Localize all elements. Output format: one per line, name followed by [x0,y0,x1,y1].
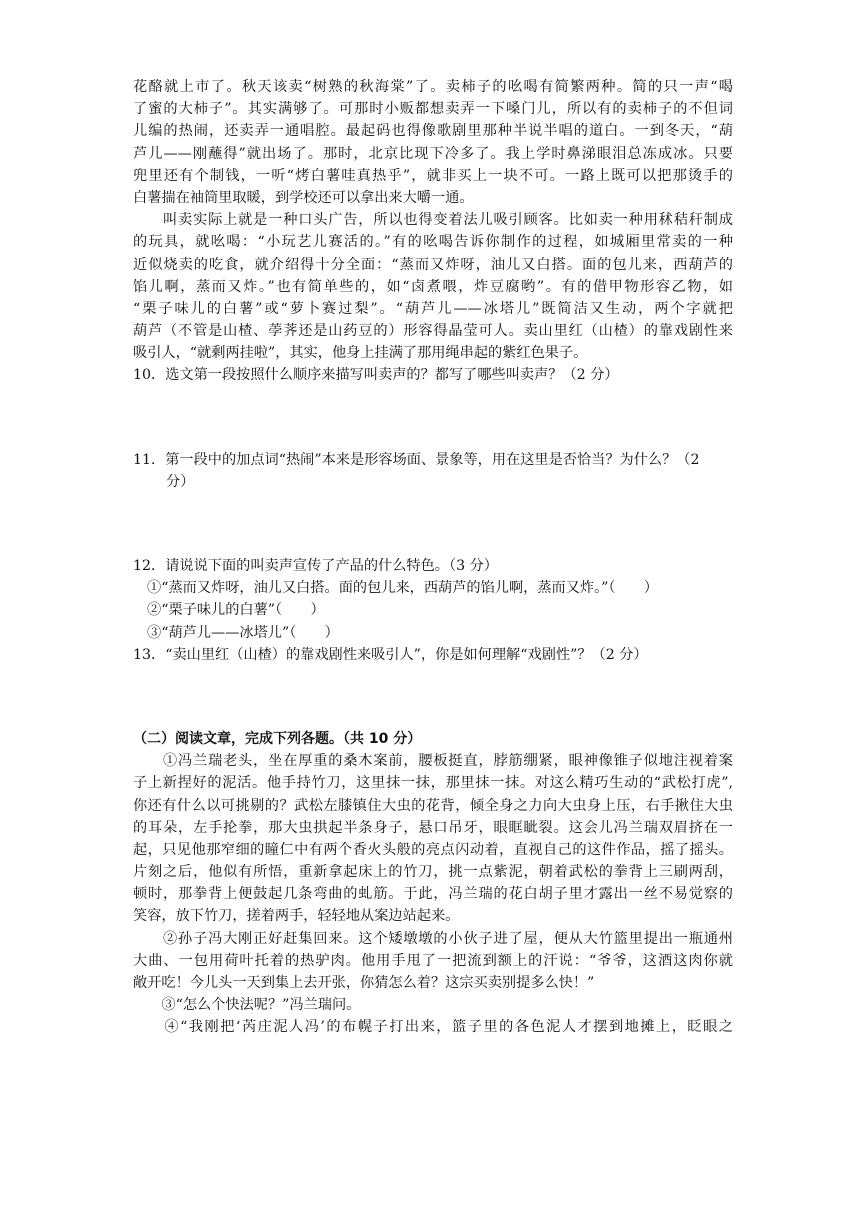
passage-line: ①冯兰瑞老头，坐在厚重的桑木案前，腰板挺直，脖筋绷紧，眼神像锥子似地注视着案 [133,753,733,770]
question-13: 13．“卖山里红（山楂）的靠戏剧性来吸引人”，你是如何理解“戏剧性”？（2 分） [133,646,648,663]
passage-line: 花酪就上市了。秋天该卖“树熟的秋海棠”了。卖柿子的吆喝有简繁两种。简的只一声“喝 [133,79,733,95]
passage-line: 葫芦（不管是山楂、荸荠还是山药豆的）形容得晶莹可人。卖山里红（山楂）的靠戏剧性来 [133,323,733,340]
passage-one [133,76,733,364]
passage-line: 吸引人，“就剩两挂啦”，其实，他身上挂满了那用绳串起的紫红色果子。 [133,345,588,362]
answer-space [133,493,733,555]
passage-line: 兜里还有个制钱，一听“烤白薯哇真热乎”，就非买上一块不可。一路上既可以把那烫手的 [133,167,733,184]
question-12-item: ②“栗子味儿的白薯”（ ） [147,602,325,619]
passage-line: ③“怎么个快法呢？”冯兰瑞问。 [133,997,361,1014]
passage-line: “栗子味儿的白薯”或“萝卜赛过梨”。“葫芦儿——冰塔儿”既简洁又生动，两个字就把 [133,300,733,317]
passage-line: 笑容，放下竹刀，搓着两手，轻轻地从案边站起来。 [133,908,460,925]
answer-space [133,666,733,728]
passage-line: ②孙子冯大刚正好赶集回来。这个矮墩墩的小伙子进了屋，便从大竹篮里提出一瓶通州 [133,930,733,947]
passage-line: 敞开吃！今儿头一天到集上去开张，你猜怎么着？这宗买卖别提多么快！” [133,975,595,991]
question-10: 10．选文第一段按照什么顺序来描写叫卖声的？都写了哪些叫卖声？（2 分） [133,367,619,384]
passage-line: ④“我刚把‘芮庄泥人冯’的布幌子打出来，篮子里的各色泥人才摆到地摊上，眨眼之 [133,1019,733,1036]
question-11: 11．第一段中的加点词“热闹”本来是形容场面、景象等，用在这里是否恰当？为什么？（2 [133,451,700,468]
passage-line: 大曲、一包用荷叶托着的热驴肉。他用手甩了一把流到额上的汗说：“爷爷，这酒这肉你就 [133,952,733,969]
passage-line: 白薯揣在袖筒里取暖，到学校还可以拿出来大嚼一通。 [133,189,474,206]
passage-line: 的耳朵，左手抡拳，那大虫拱起半条身子，悬口吊牙，眼眶眦裂。这会儿冯兰瑞双眉挤在一 [133,819,733,836]
passage-line: 片刻之后，他似有所悟，重新拿起床上的竹刀，挑一点紫泥，朝着武松的拳背上三刷两刮， [133,864,733,881]
answer-space [133,387,733,449]
passage-line: 你还有什么以可挑剔的？武松左膝镇住大虫的花背，倾全身之力向大虫身上压，右手揪住大虫 [133,797,733,814]
passage-two [133,750,733,1038]
passage-line: 了蜜的大柿子”。其实满够了。可那时小贩都想卖弄一下嗓门儿，所以有的卖柿子的不但词 [133,101,733,118]
question-12-item: ③“葫芦儿——冰塔儿”（ ） [147,624,339,641]
question-12: 12．请说说下面的叫卖声宣传了产品的什么特色。（3 分） [133,558,498,574]
section-two-heading: （二）阅读文章，完成下列各题。（共 10 分） [133,730,422,747]
passage-line: 的玩具，就吆喝：“小玩艺儿赛活的。”有的吆喝告诉你制作的过程，如城厢里常卖的一种 [133,234,733,251]
question-12-item: ①“蒸而又炸呀，油儿又白搭。面的包儿来，西葫芦的馅儿啊，蒸而又炸。”（ ） [147,580,659,597]
passage-line: 子上新捏好的泥活。他手持竹刀，这里抹一抹，那里抹一抹。对这么精巧生动的“武松打虎”, [133,775,733,792]
passage-line: 馅儿啊，蒸而又炸。”也有简单些的，如“卤煮喂，炸豆腐哟”。有的借甲物形容乙物，如 [133,278,733,295]
passage-line: 顿时，那拳背上便鼓起几条弯曲的虬筋。于此，冯兰瑞的花白胡子里才露出一丝不易觉察的 [133,886,733,903]
passage-line: 儿编的热闹，还卖弄一通唱腔。最起码也得像歌剧里那种半说半唱的道白。一到冬天，“葫 [133,123,733,140]
document-content [133,76,733,1039]
passage-line: 芦儿——刚蘸得”就出场了。那时，北京比现下冷多了。我上学时鼻涕眼泪总冻成冰。只要 [133,145,733,162]
passage-line: 起，只见他那窄细的瞳仁中有两个香火头般的亮点闪动着，直视自己的这件作品，摇了摇头。 [133,841,733,858]
passage-line: 叫卖实际上就是一种口头广告，所以也得变着法儿吸引顾客。比如卖一种用秫秸秆制成 [133,212,733,229]
question-11-continued: 分） [166,473,195,490]
passage-line: 近似烧卖的吃食，就介绍得十分全面：“蒸而又炸呀，油儿又白搭。面的包儿来，西葫芦的 [133,256,733,273]
